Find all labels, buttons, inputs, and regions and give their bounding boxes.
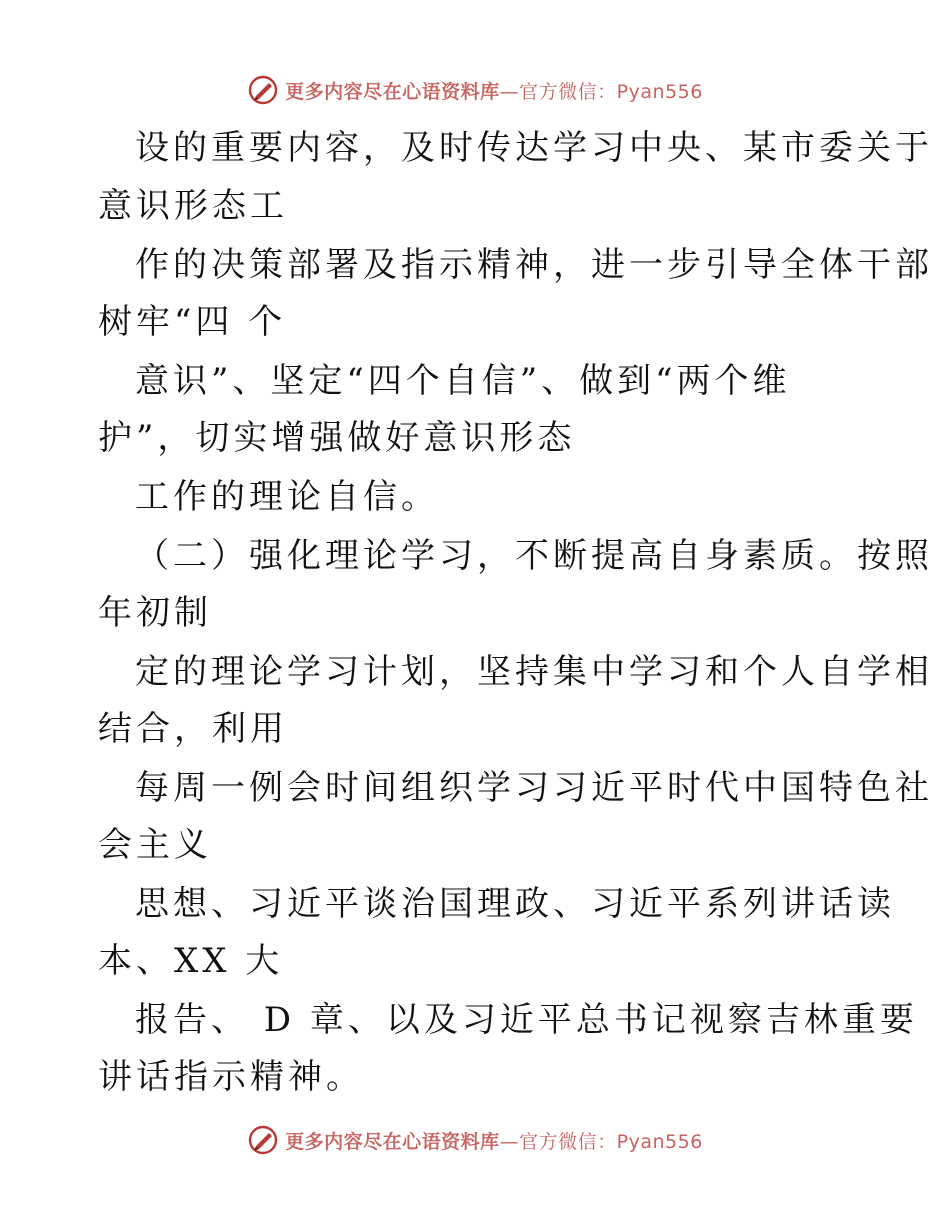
- section-heading-line: （二）强化理论学习，不断提高自身素质。按照: [135, 536, 933, 576]
- body-line: 树牢“四 个: [98, 302, 287, 342]
- body-line: 结合，利用: [98, 709, 288, 749]
- body-line: 设的重要内容，及时传达学习中央、某市委关于: [135, 128, 933, 168]
- body-line: 意识形态工: [98, 186, 288, 226]
- body-line: 年初制: [98, 593, 212, 633]
- body-line: 作的决策部署及指示精神，进一步引导全体干部: [135, 245, 933, 285]
- body-line: 思想、习近平谈治国理政、习近平系列讲话读: [135, 884, 895, 924]
- body-line: 会主义: [98, 825, 212, 865]
- body-line: 报告、 D 章、以及习近平总书记视察吉林重要: [135, 1000, 918, 1040]
- footer-banner: [0, 1120, 950, 1160]
- header-banner-text: 更多内容尽在心语资料库—官方微信：Pyan556: [285, 80, 703, 103]
- pen-logo-icon: [247, 1124, 279, 1156]
- body-line: 定的理论学习计划，坚持集中学习和个人自学相: [135, 652, 933, 692]
- body-line: 每周一例会时间组织学习习近平时代中国特色社: [135, 768, 933, 808]
- body-line: 本、XX 大: [98, 941, 284, 981]
- body-line: 讲话指示精神。: [98, 1057, 364, 1097]
- body-line: 工作的理论自信。: [135, 477, 439, 517]
- footer-banner-text: 更多内容尽在心语资料库—官方微信：Pyan556: [285, 1130, 703, 1153]
- body-line: 意识”、坚定“四个自信”、做到“两个维: [135, 361, 791, 401]
- body-line: 护”，切实增强做好意识形态: [98, 418, 576, 458]
